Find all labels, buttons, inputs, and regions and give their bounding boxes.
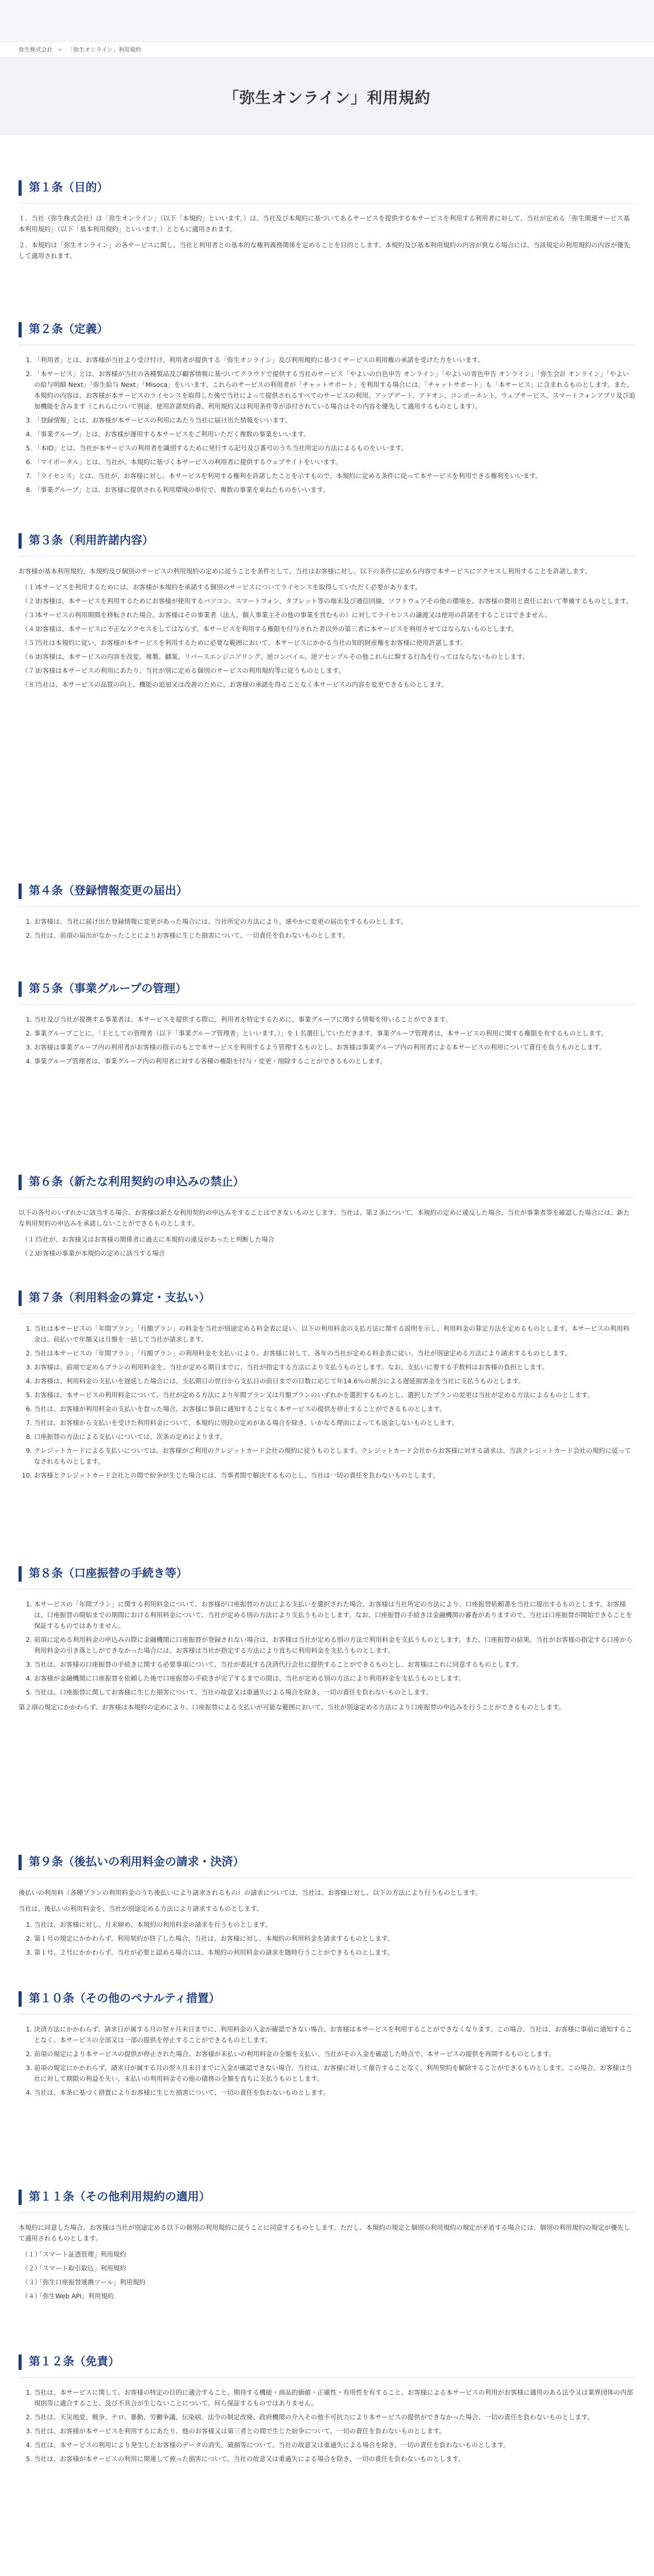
list-item: 8. 「事業グループ」とは、お客様に提供される利用環境の単位で、複数の事業を束ねたものをいいます。 — [34, 484, 635, 495]
list-item-number: （２） — [22, 1249, 41, 1257]
list-item: 5. 当社は、口座振替に関してお客様に生じた損害について、当社の故意又は重過失による場合を除き、一切の責任を負わないものとします。 — [34, 1687, 635, 1698]
list-item — [22, 2263, 635, 2274]
list-item: 2. 「本サービス」とは、お客様が当社の各種製品及び顧客情報に基づいてクラウドで提供する当社のサービス「やよいの白色申告 オンライン」「やよいの青色申告 オンライン」「弥生会計 オンライン」「やよいの給与明細 Next」「弥生給与 Next」「Misoca」をいいます。これらのサービスの利用者が「チャットサポート」を利用する場合には、「チャットサポート」も「本サービス」に含まれるものとします。また、本規約の内容は、お客様が本サービスのライセンスを取得した後で当社によって提供されるすべてのサービスの利用、アップデート、アドオン、コンポーネント、ウェブサービス、スマートフォンアプリ及び追加機能を含みます（これらについて別途、使用許諾契約書、利用規約又は利用条件等が添付されている場合はその内容を優先して適用するものとします）。 — [34, 368, 635, 412]
section-title: 第１１条（その他利用規約の適用） — [19, 2190, 635, 2205]
numbered-list — [19, 2387, 635, 2464]
section-paragraph: 本規約に同意した場合、お客様は当社が別途定める以下の個別の利用規約に従うことに同意するものとします。ただし、本規約の規定と個別の利用規約の規定が矛盾する場合には、個別の利用規約の規定が優先して適用されるものとします。 — [19, 2224, 630, 2242]
list-item: 1. 本サービスの「年間プラン」に関する利用料金について、お客様が口座振替の方法による支払いを選択された場合、お客様は当社所定の方法により、口座振替依頼書を当社に提出するものとします。お客様は、口座振替の開始までの期間における利用料金について、当社が定める別の方法により支払うものとします。なお、口座振替の手続きは金融機関の審査がありますので、当社は口座振替が開始できることを保証するものではありません。 — [34, 1599, 635, 1631]
section-paragraph: お客様が基本利用規約、本規約及び個別のサービスの利用規約の定めに従うことを条件として、当社はお客様に対し、以下の条件に定める内容で本サービスにアクセスし利用することを許諾します。 — [19, 567, 591, 575]
list-item-text: お客様は、本サービスに不正なアクセスをしてはならず、本サービスを利用する権限を付与された者以外の第三者に本サービスを利用させてはならないものとします。 — [36, 625, 518, 633]
list-item: 2. 前項に定める利用料金の申込みの際に金融機関に口座振替が登録されない場合は、お客様は当社が定める別の方法で利用料金を支払うものとします。また、口座振替の結果、当社がお客様の指定する口座から利用料金の引き落としができなかった場合には、お客様は当社が指定する方法により直ちに利用料金を支払うものとします。 — [34, 1634, 635, 1656]
list-item: 9. クレジットカードによる支払いについては、お客様がご利用のクレジットカード会社の規約に従うものとします。クレジットカード会社からお客様に対する請求は、当該クレジットカード会社の規約に従ってなされるものとします。 — [34, 1445, 635, 1467]
section-s4 — [19, 884, 635, 944]
list-item-number: （８） — [22, 681, 41, 688]
section-paragraph: 以下の各号のいずれかに該当する場合、お客様は新たな利用契約の申込みをすることはできないものとします。当社は、第２条について、本規約の定めに違反した場合、当社が事業者等を確認した場合には、新たな利用契約の申込みを承諾しないことができるものとします。 — [19, 1209, 630, 1227]
list-item-text: 「スマート取引取込」利用規約 — [36, 2264, 126, 2272]
list-item: 10. お客様とクレジットカード会社との間で紛争が生じた場合には、当事者間で解決するものとし、当社は一切の責任を負わないものとします。 — [34, 1470, 635, 1481]
list-item: 2. 事業グループごとに、「主としての管理者（以下「事業グループ管理者」といいます。）」を１名選任していただきます。事業グループ管理者は、本サービスの利用に関する権限を有するものとします。 — [34, 1028, 635, 1039]
section-title: 第７条（利用料金の算定・支払い） — [19, 1291, 635, 1306]
list-item-text: 当社は、本サービスの品質の向上、機能の追加又は改善のために、お客様の承諾を得ることなく本サービスの内容を変更できるものとします。 — [36, 681, 448, 688]
list-item: 1. お客様は、当社に届け出た登録情報に変更があった場合には、当社所定の方法により、速やかに変更の届出をするものとします。 — [34, 916, 635, 927]
section-paragraph: 後払いの利用料（各種プランの利用料金のうち後払いにより請求されるもの）の請求については、当社は、お客様に対し、以下の方法により行うものとします。 — [19, 1889, 482, 1896]
section-paragraph: ２．本規約は「弥生オンライン」の各サービスに関し、当社と利用者との基本的な権利義務関係を定めることを目的とします。本規約及び基本利用規約の内容が異なる場合には、当該規定の利用規約の内容が優先して適用されます。 — [19, 241, 630, 260]
section-title: 第８条（口座振替の手続き等） — [19, 1566, 635, 1582]
page-hero — [0, 58, 654, 135]
section-s2 — [19, 322, 635, 498]
list-item-number: （２） — [22, 597, 41, 605]
list-item-text: お客様は、本サービスの内容を改変、複製、翻案、リバースエンジニアリング、逆コンパイル、逆アセンブルその他これらに類する行為を行ってはならないものとします。 — [36, 653, 529, 660]
breadcrumb — [0, 42, 654, 58]
section-s6 — [19, 1175, 635, 1262]
list-item — [22, 1234, 635, 1245]
numbered-list — [19, 916, 635, 941]
breadcrumb-current: 「弥生オンライン」利用規約 — [68, 46, 141, 53]
section-title: 第１２条（免責） — [19, 2354, 635, 2370]
list-item: 4. 当社は、本サービスの利用により発生したお客様のデータの消失、破損等について、当社の故意又は重過失による場合を除き、一切の責任を負わないものとします。 — [34, 2439, 635, 2450]
list-item-number: （１） — [22, 2250, 41, 2258]
list-item: 1. 「利用者」とは、お客様が当社より受け付け、利用者が提供する「弥生オンライン」及び利用規約に基づくサービスの利用権の承諾を受けた方をいいます。 — [34, 354, 635, 365]
parenthesized-list — [19, 582, 635, 690]
section-s11 — [19, 2190, 635, 2304]
list-item-number: （３） — [22, 2278, 41, 2286]
section-s5 — [19, 981, 635, 1070]
list-item — [22, 2249, 635, 2260]
list-item: 3. 「登録情報」とは、お客様が本サービスの利用にあたり当社に届け出た情報をいいます。 — [34, 415, 635, 426]
numbered-list — [19, 2024, 635, 2098]
list-item-text: 当社が、お客様又はお客様の関係者に過去に本規約の違反があったと判断した場合 — [36, 1235, 275, 1243]
section-paragraph: １．当社（弥生株式会社）は「弥生オンライン」（以下「本規約」といいます。）は、当社及び本規約に基づいてあるサービスを提供する本サービスを利用する利用者に対して、当社が定める「弥生関連サービス基本利用規約」（以下「基本利用規約」といいます。）とともに適用されます。 — [19, 214, 630, 233]
list-item-number: （７） — [22, 667, 41, 674]
parenthesized-list — [19, 2249, 635, 2301]
list-item-text: お客様の事業が本規約の定めに該当する場合 — [36, 1249, 165, 1257]
list-item — [22, 582, 635, 592]
list-item: 3. お客様は、前項で定めるプランの利用料金を、当社が定める期日までに、当社が指定する方法により支払うものとします。なお、支払いに要する手数料はお客様の負担とします。 — [34, 1362, 635, 1372]
numbered-list — [19, 1323, 635, 1481]
list-item-number: （１） — [22, 1235, 41, 1243]
section-title: 第１０条（その他のペナルティ措置） — [19, 1991, 635, 2007]
list-item: 3. お客様は事業グループ内の利用者がお客様の指示のもとで本サービスを利用するよう管理するものとし、お客様は事業グループ内の利用者による本サービスの利用について責任を負うものとします。 — [34, 1042, 635, 1053]
list-item-text: 「弥生Web API」利用規約 — [36, 2292, 114, 2300]
section-divider — [19, 2212, 635, 2213]
list-item: 8. 口座振替の方法による支払いについては、次条の定めによります。 — [34, 1431, 635, 1442]
list-item — [22, 623, 635, 634]
list-item: 4. 事業グループ管理者は、事業グループ内の利用者に対する各種の権限を付与・変更・削除することができるものとします。 — [34, 1056, 635, 1066]
list-item: 2. 前項の規定により本サービスの提供が停止された場合、お客様が未払いの利用料金の全額を支払い、当社がその入金を確認した時点で、本サービスの提供を再開するものとします。 — [34, 2048, 635, 2059]
list-item — [22, 651, 635, 662]
list-item: 4. お客様は、利用料金の支払いを遅延した場合には、支払期日の翌日から支払日の前日までの日数に応じて年14.6％の割合による遅延損害金を当社に支払うものとします。 — [34, 1376, 635, 1386]
list-item: 3. 当社は、お客様が本サービスを利用するにあたり、他のお客様又は第三者との間で生じた紛争について、一切の責任を負わないものとします。 — [34, 2426, 635, 2436]
list-item — [22, 1248, 635, 1259]
page-title: 「弥生オンライン」利用規約 — [223, 89, 431, 107]
list-item-number: （６） — [22, 653, 41, 660]
section-paragraph: 当社は、後払いの利用料金を、当社が別途定める方法により請求するものとします。 — [19, 1905, 263, 1912]
section-title: 第３条（利用許諾内容） — [19, 533, 635, 549]
list-item-text: 「スマート証憑管理」利用規約 — [36, 2250, 126, 2258]
section-s10 — [19, 1991, 635, 2101]
list-item-number: （５） — [22, 639, 41, 647]
list-item: 1. 当社及び当社が提携する事業者は、本サービスを提供する際に、利用者を特定するために、事業グループに関する情報を用いることができます。 — [34, 1014, 635, 1025]
section-divider — [19, 203, 635, 204]
section-divider — [19, 906, 635, 907]
list-item: 2. 当社は本サービスの「年間プラン」「月額プラン」の利用料金を支払いにより、お客様に対して、各年の当社が定める料金表に従い、当社が別途定める方法により請求するものとします。 — [34, 1348, 635, 1359]
section-divider — [19, 1877, 635, 1878]
section-title: 第５条（事業グループの管理） — [19, 981, 635, 997]
breadcrumb-home-link[interactable]: 弥生株式会社 — [19, 46, 53, 53]
list-item: 5. 「本ID」とは、当社が本サービスの利用者を識別するために発行する記号及び番号のうち当社所定の方法によるものをいいます。 — [34, 443, 635, 453]
list-item: 1. 決済方法にかかわらず、請求日が属する月の翌々月末日までに、利用料金の入金が確認できない場合、お客様は本サービスを利用することができなくなります。この場合、当社は、お客様に事前に通知することなく、本サービスの全部又は一部の提供を停止することができるものとします。 — [34, 2024, 635, 2045]
section-s8 — [19, 1566, 635, 1718]
list-item-text: 本サービスの利用期間を移転された場合、お客様はその事業者（法人、個人事業主その他の事業を営むもの）に対してライセンスの譲渡又は使用の許諾をすることはできません。 — [36, 611, 551, 619]
list-item-text: 当社は本規約に従い、お客様が本サービスを利用するために必要な範囲において、本サービスにかかる当社の知的財産権をお客様に使用許諾します。 — [36, 639, 467, 647]
section-title: 第６条（新たな利用契約の申込みの禁止） — [19, 1175, 635, 1190]
section-divider — [19, 2377, 635, 2378]
section-s3 — [19, 533, 635, 693]
list-item: 7. 「ライセンス」とは、当社が、お客様に対し、本サービスを利用する権利を許諾したことを示すもので、本規約に定める条件に従って本サービスを利用できる権利をいいます。 — [34, 470, 635, 481]
list-item: 2. 第１号の規定にかかわらず、利用契約が終了した場合、当社は、お客様に対し、本規約の利用料金を請求するものとします。 — [34, 1933, 635, 1944]
list-item: 5. お客様は、本サービスの利用料金について、当社が定める方法により年間プラン又は月額プランのいずれかを選択するものとし、選択したプランの変更は当社が定める方法によるものとします。 — [34, 1389, 635, 1400]
list-item-number: （３） — [22, 611, 41, 619]
list-item: 5. 当社は、お客様が本サービスの利用に関連して被った損害について、当社の故意又は重過失による場合を除き、一切の責任を負わないものとします。 — [34, 2453, 635, 2464]
list-item-number: （４） — [22, 2292, 41, 2300]
section-title: 第４条（登録情報変更の届出） — [19, 884, 635, 899]
list-item: 3. 当社は、お客様の口座振替の手続きに関する必要事項について、当社が委託する決済代行会社に提供することができるものとし、お客様はこれに同意するものとします。 — [34, 1659, 635, 1670]
list-item: 4. 「事業グループ」とは、お客様が運用する本サービスをご利用いただく複数の事業をいいます。 — [34, 429, 635, 439]
list-item: 2. 当社は、前項の届出がなかったことによりお客様に生じた損害について、一切責任を負わないものとします。 — [34, 930, 635, 941]
list-item-number: （２） — [22, 2264, 41, 2272]
section-s12 — [19, 2354, 635, 2467]
section-s9 — [19, 1855, 635, 1961]
list-item: 3. 前項の規定にかかわらず、請求日が属する月の翌々月末日までに入金が確認できない場合、当社は、お客様に対して催告することなく、利用契約を解除することができるものとします。この場合、お客様は当社に対して期限の利益を失い、未払いの利用料金その他の債務の全額を直ちに支払うものとします。 — [34, 2062, 635, 2084]
list-item — [22, 637, 635, 648]
numbered-list — [19, 1919, 635, 1958]
section-title: 第２条（定義） — [19, 322, 635, 337]
list-item — [22, 665, 635, 676]
numbered-list — [19, 354, 635, 495]
numbered-list — [19, 1599, 635, 1698]
section-title: 第１条（目的） — [19, 180, 635, 196]
list-item: 7. 当社は、お客様から支払いを受けた利用料金について、本規約に別段の定めがある場合を除き、いかなる理由によっても返金しないものとします。 — [34, 1417, 635, 1428]
list-item — [22, 2277, 635, 2287]
section-divider — [19, 1004, 635, 1005]
list-item — [22, 596, 635, 606]
list-item-text: 「弥生口座振替連携ツール」利用規約 — [36, 2278, 146, 2286]
list-item: 2. 当社は、天災地変、戦争、テロ、暴動、労働争議、伝染病、法令の制定改廃、政府機関の介入その他不可抗力により本サービスの提供ができなかった場合、一切の責任を負わないものとします。 — [34, 2412, 635, 2422]
section-paragraph: 第２項の規定にかかわらず、お客様は本規約の定めにより、口座振替による支払いが可能な範囲において、当社が別途定める方法により口座振替の申込みを行うことができるものとします。 — [19, 1703, 565, 1711]
section-s7 — [19, 1291, 635, 1484]
list-item — [22, 679, 635, 690]
list-item-text: 本サービスを利用するためには、お客様が本規約を承諾する個別のサービスについてライセンスを取得していただく必要があります。 — [36, 583, 422, 591]
site-header — [0, 0, 654, 42]
list-item-text: お客様は、本サービスを利用するためにお客様が使用するパソコン、スマートフォン、タブレット等の端末及び通信回線、ソフトウェアその他の環境を、お客様の費用と責任において準備するものとします。 — [36, 597, 632, 605]
list-item: 4. 当社は、本条に基づく措置によりお客様に生じた損害について、一切の責任を負わないものとします。 — [34, 2087, 635, 2098]
list-item-number: （４） — [22, 625, 41, 633]
parenthesized-list — [19, 1234, 635, 1259]
list-item: 1. 当社は、お客様に対し、月末締め、本規約の利用料金の請求を行うものとします。 — [34, 1919, 635, 1930]
section-divider — [19, 1197, 635, 1198]
list-item: 6. 「マイポータル」とは、当社が、本規約に基づく本サービスの利用者に提供するウェブサイトをいいます。 — [34, 456, 635, 467]
section-title: 第９条（後払いの利用料金の請求・決済） — [19, 1855, 635, 1870]
list-item — [22, 609, 635, 620]
list-item — [22, 2291, 635, 2301]
list-item: 4. お客様が金融機関に口座振替を依頼した後で口座振替の手続きが完了するまでの間は、当社が定める別の方法により利用料金を支払うものとします。 — [34, 1673, 635, 1684]
section-s1 — [19, 180, 635, 266]
list-item: 1. 当社は、本サービスに関して、お客様の特定の目的に適合すること、期待する機能・商品的価値・正確性・有用性を有すること、お客様による本サービスの利用がお客様に適用のある法令又は業界団体の内部規則等に適合すること、及び不具合が生じないことについて、何ら保証するものではありません。 — [34, 2387, 635, 2409]
list-item: 6. 当社は、お客様が利用料金の支払いを怠った場合、お客様に事前に通知することなく本サービスの提供を停止することができるものとします。 — [34, 1403, 635, 1414]
section-divider — [19, 1313, 635, 1314]
numbered-list — [19, 1014, 635, 1066]
list-item-number: （１） — [22, 583, 41, 591]
list-item: 1. 当社は本サービスの「年間プラン」「月額プラン」の料金を当社が別途定める料金表に従い、以下の利用料金の支払方法に関する説明を示し、利用料金の算定方法を定めるものとします。本サービスの利用料金は、前払いで年額又は月額を一括して当社が請求します。 — [34, 1323, 635, 1345]
breadcrumb-separator: > — [58, 46, 63, 53]
list-item-text: お客様は本サービスの利用にあたり、当社が別に定める個別のサービスの利用規約等に従うものとします。 — [36, 667, 345, 674]
list-item: 3. 第１号、２号にかかわらず、当社が必要と認める場合には、本規約の利用料金の請求を随時行うことができるものとします。 — [34, 1947, 635, 1958]
